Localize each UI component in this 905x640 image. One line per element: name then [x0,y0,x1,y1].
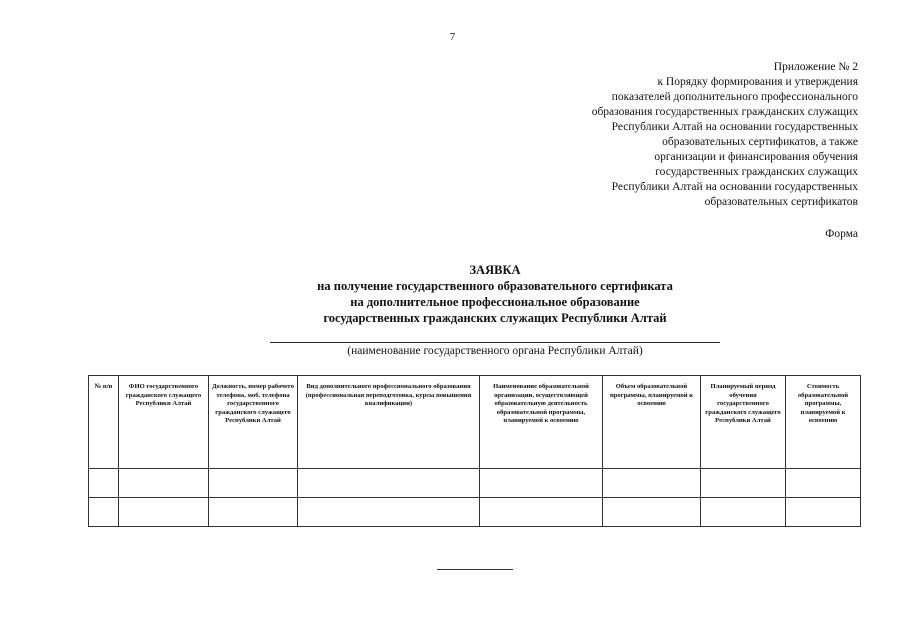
appendix-line: образовательных сертификатов [704,196,858,208]
org-name-caption: (наименование государственного органа Республики Алтай) [347,345,643,357]
table-cell[interactable] [701,498,786,527]
table-cell[interactable] [119,469,209,498]
footnote-rule [437,569,513,570]
appendix-line: показателей дополнительного профессионального [611,91,858,103]
table-cell[interactable] [480,469,603,498]
table-cell[interactable] [603,469,701,498]
title-line: на получение государственного образовательного сертификата [317,279,673,293]
column-header: Вид дополнительного профессионального образования (профессиональная переподготовка, курсы повышения квалификации) [298,376,480,469]
appendix-line: государственных гражданских служащих [655,166,858,178]
table-cell[interactable] [480,498,603,527]
column-header: Планируемый период обучения государственного гражданского служащего Республики Алтай [701,376,786,469]
column-header: ФИО государственного гражданского служащего Республики Алтай [119,376,209,469]
table-cell[interactable] [786,469,861,498]
appendix-line: образовательных сертификатов, а также [662,136,858,148]
org-name-field[interactable] [270,342,720,343]
column-header: Стоимость образовательной программы, планируемой к освоению [786,376,861,469]
application-table [88,375,861,527]
appendix-line: образования государственных гражданских служащих [591,106,858,118]
table-row [89,469,861,498]
title-heading: ЗАЯВКА [469,263,521,277]
table-cell[interactable] [298,469,480,498]
table-cell[interactable] [89,469,119,498]
title-line: на дополнительное профессиональное образование [350,295,640,309]
page-number: 7 [449,31,456,43]
table-cell[interactable] [209,469,298,498]
appendix-line: Республики Алтай на основании государственных [611,121,858,133]
table-cell[interactable] [603,498,701,527]
appendix-line: организации и финансирования обучения [654,151,858,163]
table-cell[interactable] [298,498,480,527]
table-header-row [89,376,861,469]
column-header: Должность, номер рабочего телефона, моб. телефона государственного гражданского служащего Республики Алтай [209,376,298,469]
table-cell[interactable] [209,498,298,527]
document-title [100,262,890,326]
form-label: Форма [825,228,858,240]
table-cell[interactable] [786,498,861,527]
appendix-line: к Порядку формирования и утверждения [657,76,858,88]
title-line: государственных гражданских служащих Республики Алтай [323,311,667,325]
column-header: № п/п [89,376,119,469]
appendix-line: Приложение № 2 [773,61,858,73]
table-row [89,498,861,527]
table-cell[interactable] [89,498,119,527]
column-header: Объем образовательной программы, планируемой к освоению [603,376,701,469]
table-cell[interactable] [119,498,209,527]
appendix-line: Республики Алтай на основании государственных [611,181,858,193]
appendix-block [528,60,858,210]
column-header: Наименование образовательной организации, осуществляющей образовательную деятельность образовательной программы, планируемой к освоению [480,376,603,469]
table-cell[interactable] [701,469,786,498]
